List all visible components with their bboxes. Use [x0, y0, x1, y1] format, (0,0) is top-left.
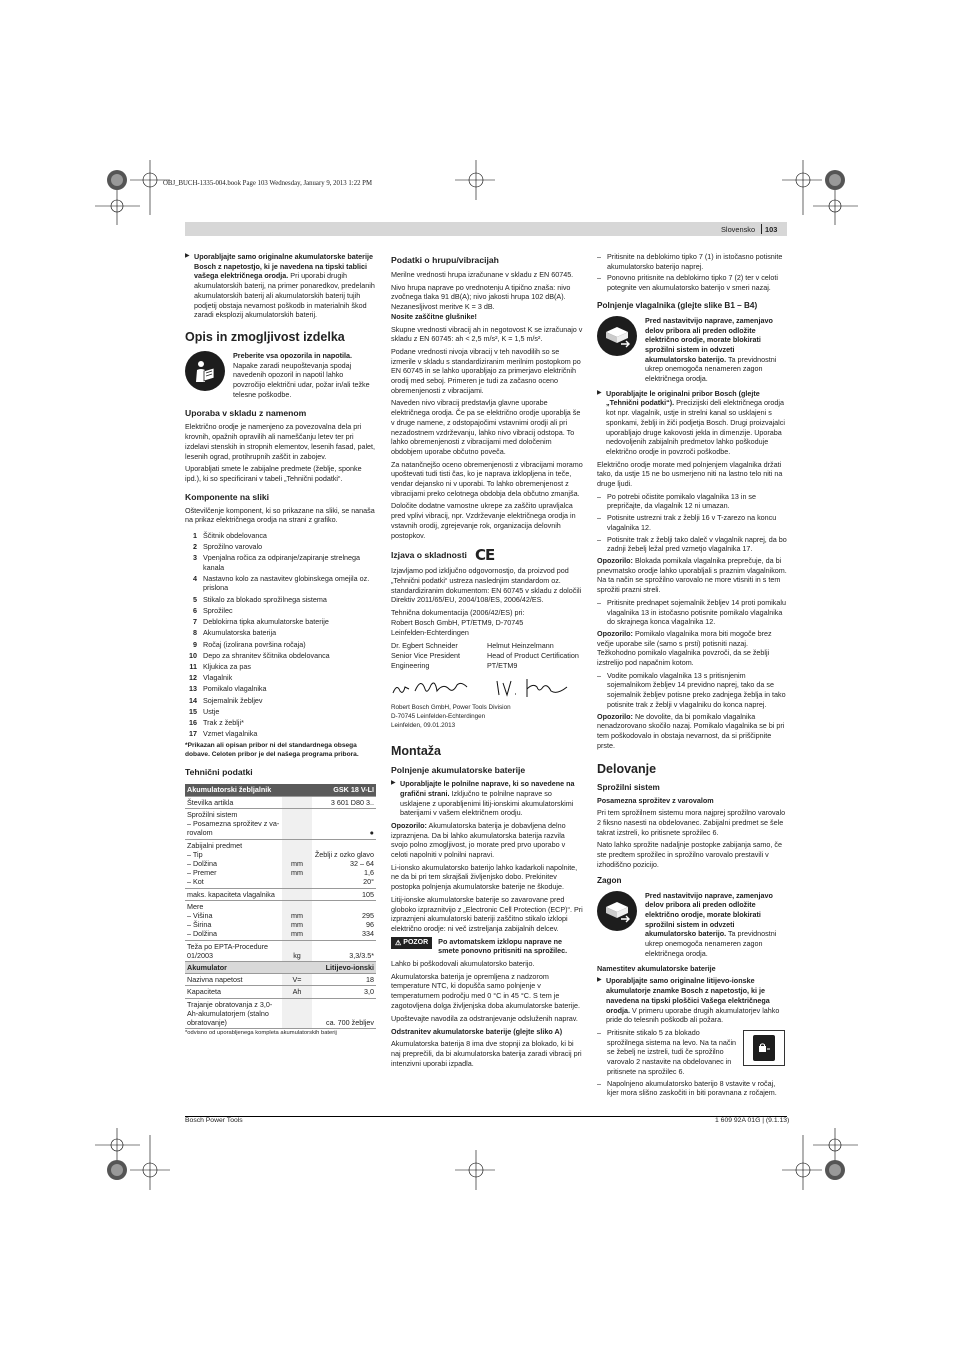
- list-item: – Vodite pomikalo vlagalnika 13 s pritisnjenim sojemalnikom žebljev 14 previdno naprej, tako da se sojemalnik žebljev potisne preko zadnjega žeblja in tako potisnite trak z žeblji v vlagalniku do konca naprej.: [597, 670, 786, 709]
- tech-data-rows: [185, 797, 376, 1029]
- read-bold: Preberite vsa opozorila in napotila.: [233, 350, 353, 360]
- intro-bullet-text: Pri uporabi drugih akumulatorskih baterij, na primer ponaredkov, predelanih akumulatorskih baterij ali akumulatorskih baterij tujih podjetij obstaja nevarnost poškodb in materialnih škod zaradi eksplozij akumulatorskih baterij.: [194, 271, 375, 320]
- hrup-bold: Nosite zaščitne glušnike!: [391, 311, 477, 321]
- posamezna-p2: Nato lahko sprožite nadaljnje postopke zabijanja samo, če ste predtem sprožilec in sprožilno varovalo prestavili v izhodiščno pozicijo.: [597, 840, 782, 869]
- signature-right-image: [493, 675, 573, 699]
- table-row: Mere – Višina – Širina – Dolžina mm mm mm 295 96 334: [187, 901, 374, 939]
- block-notice: Pred nastavitvijo naprave, zamenjavo delov pribora ali preden odložite električno orodje, morate blokirati sprožilni sistem in odvzeti akumulatorsko baterijo. Ta previdnostni ukrep onemogoča nenameren zagon električnega orodja.: [597, 316, 787, 384]
- list-item: – Pritisnite na deblokirno tipko 7 (1) in istočasno potisnite akumulatorsko baterijo naprej.: [597, 252, 783, 271]
- list-item: – Pritisnite stikalo 5 za blokado sprožilnega sistema na levo. Na ta način se žebelj ne izstreli, tudi če sprožilno varovalo 2 nastavite na obdelovanec in pritisnete na sprožilec 6.: [597, 1028, 737, 1076]
- table-row: Teža po EPTA-Procedure 01/2003 kg 3,3/3.5*: [187, 941, 374, 960]
- lock-switch-icon: [743, 1030, 785, 1066]
- heading-sprozilni: Sprožilni sistem: [597, 783, 660, 793]
- heading-vlagalnik: Polnjenje vlagalnika (glejte slike B1 – B4): [597, 300, 758, 310]
- list-item: – Potisnite trak z žeblji tako daleč v vlagalnik naprej, da bo zadnji žebelj ležal pred vzmetjo vlagalnika 17.: [597, 534, 787, 554]
- vib-p1: Skupne vrednosti vibracij ah in negotovost K se izračunajo v skladu z EN 60745: ah < 2,5 m/s², K = 1,5 m/s².: [391, 324, 583, 344]
- pozor-notice: ⚠ POZOR Po avtomatskem izklopu naprave ne smete ponovno pritisniti na sprožilec.: [391, 937, 583, 956]
- table-row: Trajanje obratovanja z 3,0- Ah-akumulatorjem (stalno obratovanje) ca. 700 žebljev: [187, 999, 374, 1027]
- komponente-intro: Oštevilčenje komponent, ki so prikazane na sliki, se nanaša na prikaz električnega orodja na strani z grafiko.: [185, 505, 375, 525]
- arrow-icon: ▶: [597, 389, 602, 396]
- pozor-badge: ⚠ POZOR: [391, 937, 432, 949]
- heading-posamezna: Posamezna sprožitev z varovalom: [597, 796, 714, 806]
- list-item: – Pritisnite prednapet sojemalnik žebljev 14 proti pomikalu vlagalnika 13 in istočasno potisnite pomikalo vlagalnika do skrajnega konca vlagalnika 12.: [597, 597, 786, 627]
- list-item: 6 Sprožilec: [193, 606, 233, 616]
- battery-removal-icon: [597, 316, 637, 356]
- vib-p5: Določite dodatne varnostne ukrepe za zaščito upravljalca pred vplivi vibracij, npr. Vzdrževanje električnega orodja in vstavnih orodij, zgrejevanje rok, organizacija delovnih postopkov.: [391, 501, 576, 540]
- list-item: – Potisnite ustrezni trak z žeblji 16 v T-zarezo na koncu vlagalnika 12.: [597, 513, 777, 532]
- polnjenje-bullet: ▶ Uporabljajte le polnilne naprave, ki so navedene na grafični strani. Izključno te polnilne naprave so usklajene z uporabljenimi litij-ionskimi akumulatorskimi baterijami v vašem električnem orodju.: [391, 779, 575, 818]
- components-list: [185, 530, 377, 739]
- signature-left-image: [391, 675, 471, 699]
- list-item: 4 Nastavno kolo za nastavitev globinskega omejila oz. prislona: [193, 573, 370, 593]
- signatures: [391, 674, 583, 700]
- list-item: 14 Sojemalnik žebljev: [189, 695, 263, 705]
- list-item: 13 Pomikalo vlagalnika: [189, 684, 267, 694]
- heading-hrup: Podatki o hrupu/vibracijah: [391, 255, 499, 265]
- liion-p1: Li-ionsko akumulatorsko baterijo lahko kadarkoli napolnite, ne da bi pri tem skrajšali življenjsko dobo. Prekinitev postopka polnjenja akumulatorske baterije ne škoduje.: [391, 862, 578, 892]
- list-item: 3 Vpenjalna ročica za odpiranje/zapiranje strelnega kanala: [193, 553, 361, 573]
- page-header-language: Slovensko: [721, 225, 756, 234]
- signatories: [391, 641, 583, 670]
- heading-namestitev: Namestitev akumulatorske baterije: [597, 964, 716, 974]
- uporaba-p1: Električno orodje je namenjeno za povezovalna dela pri krovnih, opažnih opravilih ali nameščanju letev ter pri izdelavi stenskih in stropnih elementov, lesenih fasad, palet, lesenih ograd, protihrupnih zaščit in zabojev.: [185, 422, 376, 461]
- list-item: 15 Ustje: [189, 706, 220, 716]
- page-header-bar: [185, 222, 787, 236]
- opozorilo-1: Opozorilo: Blokada pomikala vlagalnika preprečuje, da bi pnevmatsko orodje lahko uporabljali s praznim vlagalnikom. Na ta način se sprožilno varovalo ne more vtisniti in s tem sprožiti prazni streli.: [597, 555, 787, 595]
- vib-p4: Za natančnejšo oceno obremenjenosti z vibracijami moramo upoštevati tudi tisti čas, ko je naprava izklopljena in teče, vendar dejansko ni v uporabi. To lahko obremenjenost z vibracijami preko celotnega obdobja dela občutno zmanjša.: [391, 459, 583, 498]
- table-subheader: Akumulator Litijevo-ionski: [187, 962, 374, 972]
- list-item: 1 Ščitnik obdelovanca: [193, 531, 267, 541]
- page-header-divider: [761, 224, 762, 234]
- read-manual-icon: [185, 351, 225, 391]
- list-item: 12 Vlagalnik: [189, 673, 233, 683]
- list-item: 10 Depo za shranitev ščitnika obdelovanca: [189, 650, 330, 660]
- list-item: – Ponovno pritisnite na deblokirno tipko 7 (2) ter v celoti potegnite ven akumulatorsko baterijo v smeri nazaj.: [597, 273, 778, 293]
- arrow-icon: ▶: [185, 253, 190, 259]
- table-row: Kapaciteta Ah 3,0: [187, 987, 374, 997]
- column-1: [185, 252, 377, 1037]
- heading-izjava: Izjava o skladnosti: [391, 549, 467, 560]
- footer-left: Bosch Power Tools: [185, 1117, 243, 1124]
- arrow-icon: ▶: [597, 977, 602, 984]
- list-item: 11 Kljukica za pas: [189, 662, 251, 672]
- page-number: 103: [765, 225, 778, 234]
- pozor-after: Lahko bi poškodovali akumulatorsko baterijo.: [391, 959, 535, 969]
- list-item: 9 Ročaj (izolirana površina ročaja): [193, 639, 306, 649]
- heading-tech: Tehnični podatki: [185, 767, 253, 778]
- vib-p3: Naveden nivo vibracij predstavlja glavne uporabe električnega orodja. Če pa se električno orodje uporablja še v druge namene, z odstopajočimi vstavnimi orodji ali pri nezadostnem vzdrževanju, lahko nivo vibracij odstopa. To lahko obremenjenosti z vibracijami med določenim obdobjem uporabe občutno poveča.: [391, 398, 581, 456]
- read-manual-notice: [185, 351, 377, 403]
- company-address: Robert Bosch GmbH, Power Tools Division D-70745 Leinfelden-Echterdingen Leinfelden, 09.01.2013: [391, 704, 511, 729]
- table-footnote: *odvisno od uporabljenega kompleta akumulatorskih baterij: [185, 1030, 337, 1037]
- battery-removal-icon: [597, 891, 637, 931]
- heading-polnjenje: Polnjenje akumulatorske baterije: [391, 765, 526, 776]
- list-item: 17 Vzmet vlagalnika: [189, 729, 258, 739]
- arrow-icon: ▶: [391, 780, 396, 787]
- block-notice-2: Pred nastavitvijo naprave, zamenjavo delov pribora ali preden odložite električno orodje, morate blokirati sprožilni sistem in odvzeti akumulatorsko baterijo. Ta previdnostni ukrep onemogoča nenameren zagon električnega orodja.: [597, 891, 787, 959]
- heading-komponente: Komponente na sliki: [185, 491, 270, 502]
- warning-icon: ⚠: [395, 939, 402, 947]
- ce-mark-icon: CE: [474, 546, 495, 565]
- vib-p2: Podane vrednosti nivoja vibracij v teh navodilih so se izmerile v skladu s standardiziranim merilnim postopkom po EN 60745 in se lahko uporabljajo za primerjavo električnih orodij med seboj. Primeren je tudi za začasno oceno obremenjenosti z vibracijami.: [391, 346, 581, 395]
- hrup-p2: Nivo hrupa naprave po vrednotenju A tipično znaša: nivo zvočnega tlaka 91 dB(A); nivo jakosti hrupa 102 dB(A). Nezanesljivost meritve K = 3 dB.: [391, 282, 571, 312]
- accessory-note: *Prikazan ali opisan pribor ni del standardnega obsega dobave. Celoten pribor je del našega programa pribora.: [185, 742, 359, 759]
- opozorilo-2: Opozorilo: Pomikalo vlagalnika mora biti mogoče brez večje uporabe sile (samo s prsti) potisniti nazaj. Težkohodno pomikalo vlagalnika povzroči, da se žeblji izstrelijo pod napačnim kotom.: [597, 628, 772, 668]
- pribor-bullet: ▶ Uporabljajte le originalni pribor Bosch (glejte „Tehnični podatki“). Precizijski deli električnega orodja kot npr. vlagalnik, ustje in strelni kanal so usklajeni s sponkami, žeblji in žiči podjetja Bosch. Drugi proizvajalci uporabljajo druge kakovosti jekla in dimenzije. Uporaba nedovoljenih zabijalnih predmetov lahko poškoduje električno orodje in povzroči poškodbe.: [597, 388, 785, 456]
- temp-paragraph: Akumulatorska baterija je opremljena z nadzorom temperature NTC, ki dopušča samo polnjenje v temperaturnem področju med 0 °C in 45 °C. S tem je zagotovljena dolga življenjska doba akumulatorske baterije.: [391, 971, 580, 1010]
- heading-opis: Opis in zmogljivost izdelka: [185, 329, 345, 344]
- column-3: [597, 252, 787, 1100]
- drzati-paragraph: Električno orodje morate med polnjenjem vlagalnika držati tako, da ustje 15 ne bo usmerjeno niti na lastno telo niti na druge ljudi.: [597, 459, 783, 489]
- intro-bullet-bold: Uporabljajte samo originalne akumulatorske baterije Bosch z napetostjo, ki je navedena na tipski tablici vašega električnega orodja.: [194, 252, 373, 281]
- footer-right: 1 609 92A 01G | (9.1.13): [715, 1117, 790, 1124]
- hrup-p1: Merilne vrednosti hrupa izračunane v skladu z EN 60745.: [391, 270, 574, 279]
- lock-switch-row: [597, 1028, 787, 1079]
- list-item: 8 Akumulatorska baterija: [193, 628, 277, 638]
- list-item: – Po potrebi očistite pomikalo vlagalnika 13 in se prepričajte, da vlagalnik 12 ni umazan.: [597, 491, 757, 511]
- list-item: 5 Stikalo za blokado sprožilnega sistema: [193, 594, 327, 604]
- column-2: [391, 252, 583, 1071]
- uporaba-p2: Uporabljati smete le zabijalne predmete (žeblje, sponke ipd.), ki so specificirani v tabeli „Tehnični podatki“.: [185, 464, 362, 483]
- list-item: 2 Sprožilno varovalo: [193, 542, 263, 552]
- opozorilo-3: Opozorilo: Ne dovolite, da bi pomikalo vlagalnika nenadzorovano skočilo nazaj. Pomikalo vlagalnika se bi pri tem poškodovalo in obstaja nevarnost, da si priščipnite prste.: [597, 711, 785, 750]
- signatory-left: Dr. Egbert Schneider Senior Vice President Engineering: [391, 641, 460, 670]
- table-row: maks. kapaciteta vlagalnika 105: [187, 889, 374, 899]
- heading-zagon: Zagon: [597, 875, 622, 885]
- table-row: Številka artikla 3 601 D80 3..: [187, 797, 374, 807]
- liion-p2: Litij-ionske akumulatorske baterije so zavarovane pred globoko izpraznitvijo z „Electronic Cell Protection (ECP)“. Pri izpraznjeni akumulatorski bateriji zaščitno stikalo izklopi električno orodje: ni več izstreljanja zabijalnih delcev.: [391, 894, 583, 933]
- odstranitev-paragraph: Akumulatorska baterija 8 ima dve stopnji za blokado, ki bi naj preprečili, da bi akumulatorska baterija zaradi vibracij pri intenzivni uporabi izpadla.: [391, 1039, 582, 1068]
- intro-bullet: [185, 252, 377, 320]
- table-row: Nazivna napetost V= 18: [187, 975, 374, 985]
- table-row: Zabijalni predmet – Tip – Dolžina – Premer – Kot mm mm Žeblji z ozko glavo 32 – 64 1,6 20°: [187, 840, 374, 887]
- izjava-p1: Izjavljamo pod izključno odgovornostjo, da proizvod pod „Tehnični podatki“ ustreza naslednjim standardom oz. standardiziranim dokumentom: EN 60745 v skladu z določili Direktiv 2011/65/EU, 2004/108/ES, 2006/42/ES.: [391, 566, 582, 605]
- footer-rule: [185, 1116, 787, 1117]
- namestitev-bullet: ▶ Uporabljajte samo originalne litijevo-ionske akumulatorje znamke Bosch z napetostjo, ki je navedena na tipski ploščici Vašega električnega orodja. V primeru uporabe drugih akumulatorjev lahko pride do telesnih poškodb ali požara.: [597, 976, 780, 1025]
- izjava-p2: Tehnična dokumentacija (2006/42/ES) pri: Robert Bosch GmbH, PT/ETM9, D-70745 Leinfelden-Echterdingen: [391, 608, 525, 637]
- heading-montaza: Montaža: [391, 744, 441, 759]
- heading-odstranitev: Odstranitev akumulatorske baterije (glejte sliko A): [391, 1027, 563, 1037]
- heading-uporaba: Uporaba v skladu z namenom: [185, 408, 307, 419]
- odlaganje-paragraph: Upoštevajte navodila za odstranjevanje odsluženih naprav.: [391, 1013, 578, 1023]
- list-item: 7 Deblokirna tipka akumulatorske baterije: [193, 617, 329, 627]
- izjava-heading-row: [391, 546, 583, 564]
- print-header: OBJ_BUCH-1335-004.book Page 103 Wednesday, January 9, 2013 1:22 PM: [163, 180, 373, 187]
- list-item: 16 Trak z žeblji*: [189, 718, 244, 728]
- list-item: – Napolnjeno akumulatorsko baterijo 8 vstavite v ročaj, kjer mora slišno zaskočiti in biti poravnana z ročajem.: [597, 1078, 777, 1098]
- heading-delovanje: Delovanje: [597, 762, 657, 777]
- opozorilo-paragraph: Opozorilo: Akumulatorska baterija je dobavljena delno izpraznjena. Da bi lahko akumulatorska baterija razvila svojo polno zmogljivost, jo morate pred prvo uporabo v celoti napolniti v polnilni napravi.: [391, 820, 566, 860]
- read-text: Napake zaradi neupoštevanja spodaj navedenih opozoril in napotil lahko povzročijo električni udar, požar in/ali težke telesne poškodbe.: [233, 360, 370, 399]
- signatory-right: Helmut Heinzelmann Head of Product Certification PT/ETM9: [487, 641, 579, 670]
- table-row: Sprožilni sistem – Posamezna sprožitev z va- rovalom ●: [187, 809, 374, 838]
- table-header: Akumulatorski žebljalnik GSK 18 V-LI: [187, 785, 374, 795]
- posamezna-p1: Pri tem sprožilnem sistemu mora najprej sprožilno varovalo 2 fiksno nasesti na obdelovanec. Zabijalni predmet se šele takrat izstreli, ko pritisnete sprožilec 6.: [597, 808, 786, 837]
- tech-data-table: [185, 784, 376, 796]
